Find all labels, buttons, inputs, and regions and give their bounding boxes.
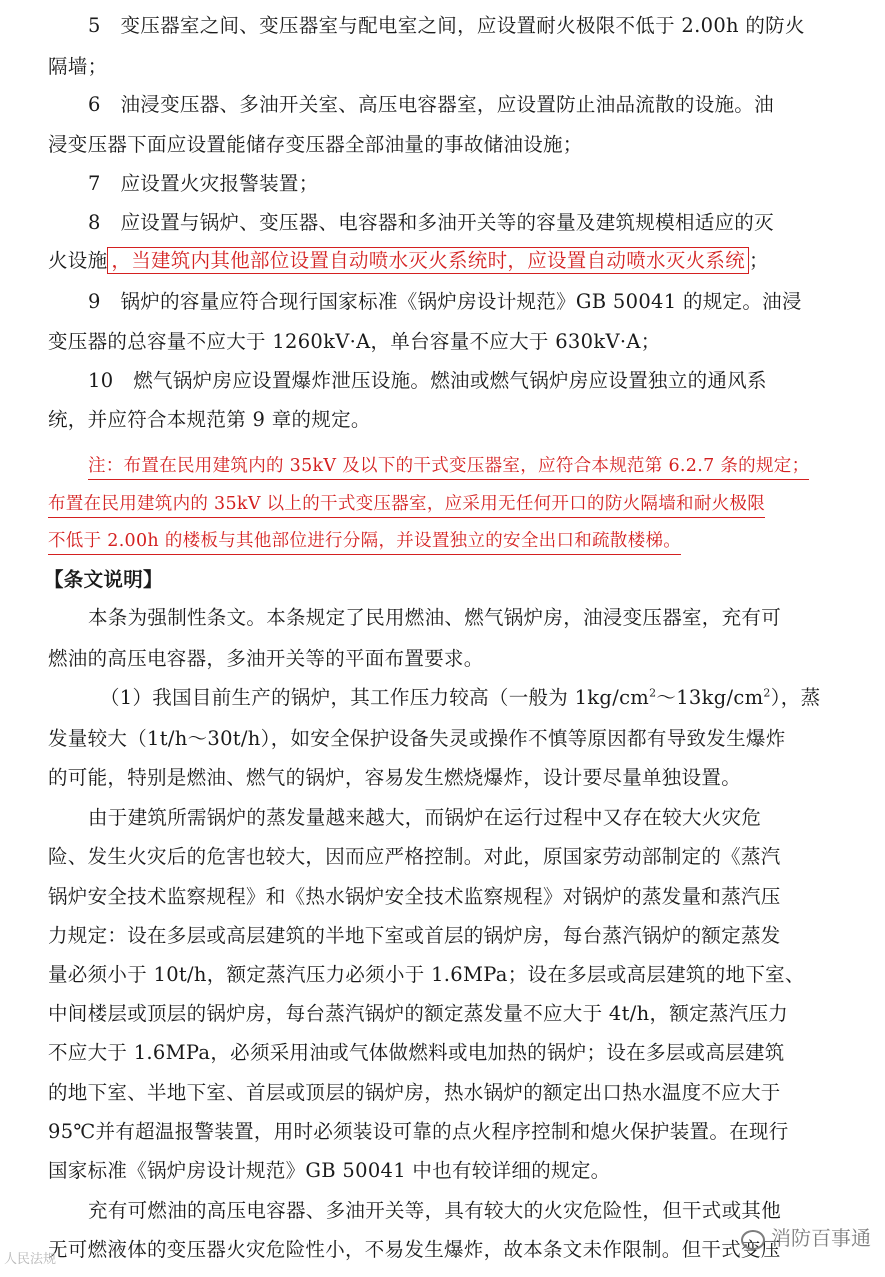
- red-note-line: 布置在民用建筑内的 35kV 以上的干式变压器室，应采用无任何开口的防火隔墙和耐火极限: [48, 492, 765, 518]
- text-line: 由于建筑所需锅炉的蒸发量越来越大，而锅炉在运行过程中又存在较大火灾危: [88, 806, 762, 829]
- red-note-line: 不低于 2.00h 的楼板与其他部位进行分隔，并设置独立的安全出口和疏散楼梯。: [48, 529, 681, 555]
- text-line: 的可能，特别是燃油、燃气的锅炉，容易发生燃烧爆炸，设计要尽量单独设置。: [48, 766, 742, 789]
- watermark-corner: 人民法规: [4, 1252, 57, 1267]
- text-line: 9 锅炉的容量应符合现行国家标准《锅炉房设计规范》GB 50041 的规定。油浸: [88, 290, 802, 313]
- text-line: 中间楼层或顶层的锅炉房，每台蒸汽锅炉的额定蒸发量不应大于 4t/h，额定蒸汽压力: [48, 1002, 789, 1025]
- text-line: 发量较大（1t/h～30t/h），如安全保护设备失灵或操作不慎等原因都有导致发生爆炸: [48, 727, 786, 750]
- text-line: 变压器的总容量不应大于 1260kV·A，单台容量不应大于 630kV·A；: [48, 330, 661, 353]
- watermark-text: 消防百事通: [771, 1226, 871, 1250]
- text-line: 8 应设置与锅炉、变压器、电容器和多油开关等的容量及建筑规模相适应的灭: [88, 211, 774, 234]
- text-line: 统，并应符合本规范第 9 章的规定。: [48, 408, 371, 431]
- superscript: 2: [763, 686, 771, 700]
- text-line: 力规定：设在多层或高层建筑的半地下室或首层的锅炉房，每台蒸汽锅炉的额定蒸发: [48, 924, 781, 947]
- text-line: 5 变压器室之间、变压器室与配电室之间，应设置耐火极限不低于 2.00h 的防火: [88, 14, 805, 37]
- red-boxed-revision: ，当建筑内其他部位设置自动喷水灭火系统时，应设置自动喷水灭火系统: [107, 247, 749, 274]
- red-note-line: 注：布置在民用建筑内的 35kV 及以下的干式变压器室，应符合本规范第 6.2.7 条的规定；: [88, 454, 809, 480]
- text-line: [100, 686, 820, 710]
- text-line: 锅炉安全技术监察规程》和《热水锅炉安全技术监察规程》对锅炉的蒸发量和蒸汽压: [48, 885, 781, 908]
- text-line: 7 应设置火灾报警装置；: [88, 172, 319, 195]
- text-line: 10 燃气锅炉房应设置爆炸泄压设施。燃油或燃气锅炉房应设置独立的通风系: [88, 369, 767, 392]
- text-line: 浸变压器下面应设置能储存变压器全部油量的事故储油设施；: [48, 133, 583, 156]
- text-line: 本条为强制性条文。本条规定了民用燃油、燃气锅炉房，油浸变压器室，充有可: [88, 606, 782, 629]
- text-segment: ），蒸: [770, 686, 821, 709]
- superscript: 2: [649, 686, 657, 700]
- text-line: 6 油浸变压器、多油开关室、高压电容器室，应设置防止油品流散的设施。油: [88, 93, 774, 116]
- text-segment: （1）我国目前生产的锅炉，其工作压力较高（一般为 1kg/cm: [100, 686, 650, 709]
- text-line: 险、发生火灾后的危害也较大，因而应严格控制。对此，原国家劳动部制定的《蒸汽: [48, 845, 781, 868]
- wechat-icon: [741, 1230, 765, 1250]
- text-line: 量必须小于 10t/h，额定蒸汽压力必须小于 1.6MPa；设在多层或高层建筑的地下室、: [48, 963, 805, 986]
- text-line: 的地下室、半地下室、首层或顶层的锅炉房，热水锅炉的额定出口热水温度不应大于: [48, 1081, 781, 1104]
- text-line: 隔墙；: [48, 55, 108, 78]
- text-line: 不应大于 1.6MPa，必须采用油或气体做燃料或电加热的锅炉；设在多层或高层建筑: [48, 1041, 785, 1064]
- text-line: 国家标准《锅炉房设计规范》GB 50041 中也有较详细的规定。: [48, 1159, 611, 1182]
- text-line: 95℃并有超温报警装置，用时必须装设可靠的点火程序控制和熄火保护装置。在现行: [48, 1120, 789, 1143]
- text-line: 燃油的高压电容器，多油开关等的平面布置要求。: [48, 647, 484, 670]
- watermark-brand: [741, 1222, 871, 1251]
- text-line: 充有可燃油的高压电容器、多油开关等，具有较大的火灾危险性，但干式或其他: [88, 1199, 782, 1222]
- text-line: 无可燃液体的变压器火灾危险性小，不易发生爆炸，故本条文未作限制。但干式变压: [48, 1238, 781, 1261]
- text-segment: ；: [749, 249, 769, 272]
- section-heading: 【条文说明】: [44, 568, 163, 591]
- text-line-with-highlight: [48, 249, 769, 273]
- text-segment: ～13kg/cm: [656, 686, 764, 709]
- text-segment: 火设施: [48, 249, 108, 272]
